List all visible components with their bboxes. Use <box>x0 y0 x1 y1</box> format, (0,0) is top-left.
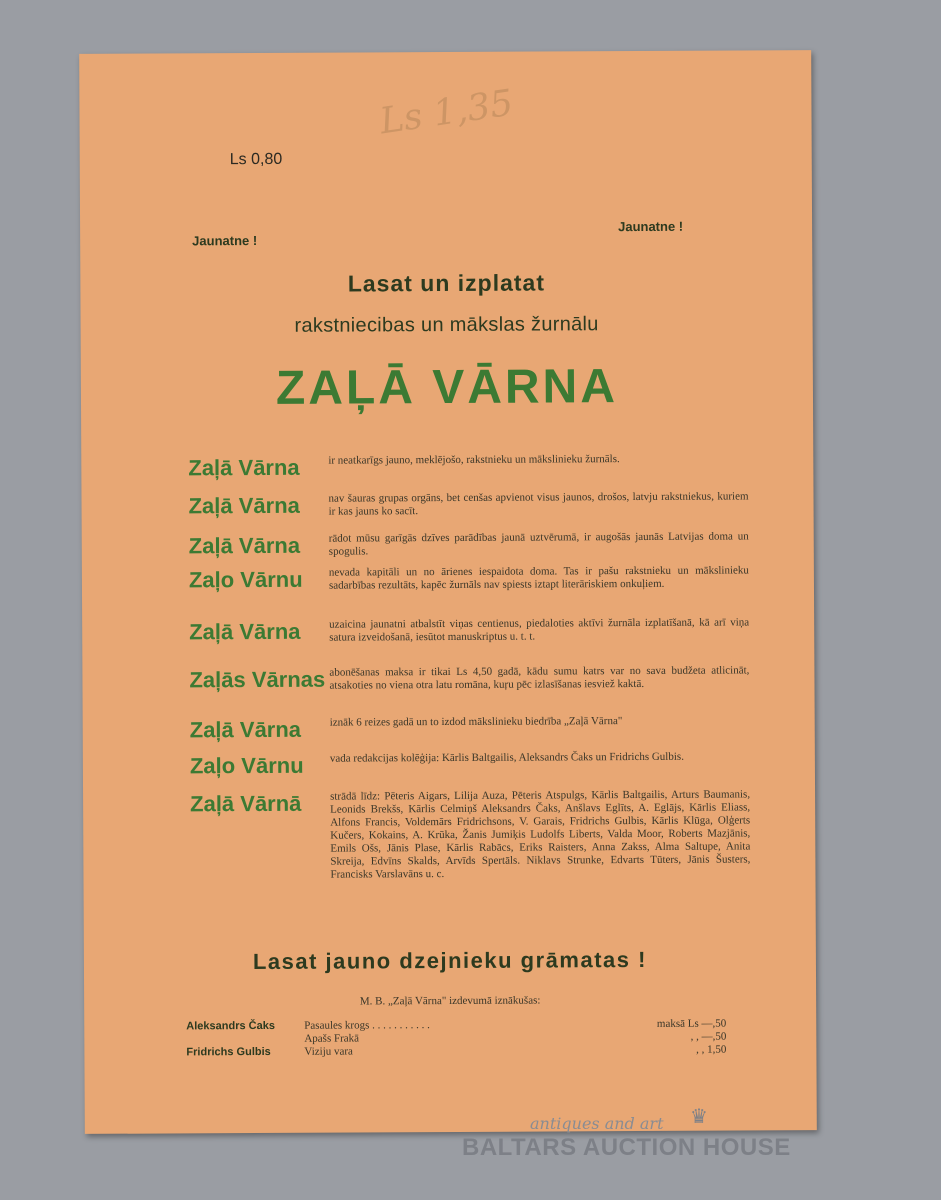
headline-journal: rakstniecibas un mākslas žurnālu <box>294 313 599 337</box>
book-author: Aleksandrs Čaks <box>186 1019 275 1033</box>
book-author <box>186 1033 304 1046</box>
book-title: Apašs Frakā <box>304 1032 360 1045</box>
price-label: Ls 0,80 <box>229 150 283 169</box>
book-price: , , —,50 <box>690 1030 727 1043</box>
statement-text: vada redakcijas kolēģija: Kārlis Baltgailis, Aleksandrs Čaks un Fridrichs Gulbis. <box>329 750 684 765</box>
statement-row <box>189 564 749 593</box>
book-price: , , 1,50 <box>696 1043 727 1056</box>
statement-text: ir neatkarīgs jauno, meklējošo, rakstnieku un mākslinieku žurnāls. <box>328 453 620 467</box>
book-entry <box>186 1044 726 1059</box>
statement-text: abonēšanas maksa ir tikai Ls 4,50 gadā, kādu sumu katrs var no sava budžeta atlicināt, atsakoties no viena otra latu romāna, kuŗu pēc izlasīšanas iesviež kaktā. <box>329 664 750 692</box>
journal-title: ZAĻĀ VĀRNA <box>275 360 619 415</box>
banner-left: Jaunatne ! <box>192 232 258 249</box>
statement-text: nav šauras grupas orgāns, bet cenšas apvienot visus jaunos, drošos, latvju rakstniekus, kuriem ir kas jauns ko sacīt. <box>328 490 749 518</box>
statement-name: Zaļā Vārna <box>189 618 301 645</box>
footer-heading: Lasat jauno dzejnieku grāmatas ! <box>252 946 647 975</box>
book-title: Viziju vara <box>304 1045 353 1058</box>
statement-name: Zaļo Vārnu <box>189 752 304 779</box>
statement-name: Zaļā Vārna <box>188 492 300 519</box>
book-author: Fridrichs Gulbis <box>186 1045 271 1059</box>
book-title: Pasaules krogs . . . . . . . . . . . <box>304 1019 430 1032</box>
watermark-script: antiques and art <box>530 1114 664 1133</box>
statement-row <box>190 788 750 882</box>
statement-row <box>190 750 750 779</box>
statement-row <box>189 616 749 645</box>
statement-text: strādā līdz: Pēteris Aigars, Lilija Auza, Pēteris Atspulgs, Kārlis Baltgailis, Arturs Baumanis, Leonids Brekšs, Kārlis Celmiņš Aleksandrs Čaks, Anšlavs Eglīts, A. Eglājs, Kārlis Eliass, Alfons Francis, Voldemārs Fridrichsons, V. Garais, Fridrichs Gulbis, Kārlis Klūga, Olģerts Kučers, Kokains, A. Krūka, Žanis Jumiķis Ludolfs Liberts, Valda Moor, Roberts Mazjānis, Emils Ošs, Jānis Plase, Kārlis Rabācs, Eriks Raisters, Anna Zakss, Alma Saltupe, Anita Skreija, Edvīns Skalds, Arvīds Spertāls. Niklavs Strunke, Edvarts Tūters, Jānis Šusters, Francisks Varslavāns u. c. <box>330 788 751 881</box>
statement-text: uzaicina jaunatni atbalstīt viņas centienus, piedaloties aktīvi žurnāla izplatīšanā, kā arī viņa satura izveidošanā, iesūtot manuskriptus u. t. t. <box>329 616 750 644</box>
statement-name: Zaļā Vārna <box>188 532 301 559</box>
handwritten-note: Ls 1,35 <box>377 82 516 143</box>
statement-text: nevada kapitāli un no ārienes iespaidota doma. Tas ir pašu rakstnieku un mākslinieku sadarbības rezultāts, kapēc žurnāls nav spiests iztapt literāriskiem onkuļiem. <box>328 564 749 592</box>
watermark-logo: BALTARS AUCTION HOUSE <box>462 1134 791 1161</box>
crown-icon: ♛ <box>690 1106 708 1128</box>
catalog-back-cover <box>79 50 817 1134</box>
statement-name: Zaļā Vārna <box>189 716 302 743</box>
headline-read-distribute: Lasat un izplatat <box>347 269 546 297</box>
statement-row <box>188 490 748 519</box>
statement-row <box>190 714 750 743</box>
statement-row <box>189 664 749 693</box>
statement-name: Zaļā Vārna <box>188 454 300 481</box>
statement-name: Zaļo Vārnu <box>188 566 303 593</box>
statement-text: rādot mūsu garīgās dzīves parādības jaunā uztvērumā, ir augošās jaunās Latvijas doma un spogulis. <box>328 530 749 558</box>
statement-name: Zaļā Vārnā <box>190 790 302 817</box>
publisher-line: M. B. „Zaļā Vārna" izdevumā iznākušas: <box>359 994 541 1008</box>
statement-row <box>188 452 748 481</box>
statement-text: iznāk 6 reizes gadā un to izdod mākslinieku biedrība „Zaļā Vārna" <box>329 715 623 729</box>
statement-name: Zaļās Vārnas <box>189 666 326 693</box>
book-price: maksā Ls —,50 <box>656 1017 727 1030</box>
statement-row <box>189 530 749 559</box>
banner-right: Jaunatne ! <box>618 218 684 235</box>
